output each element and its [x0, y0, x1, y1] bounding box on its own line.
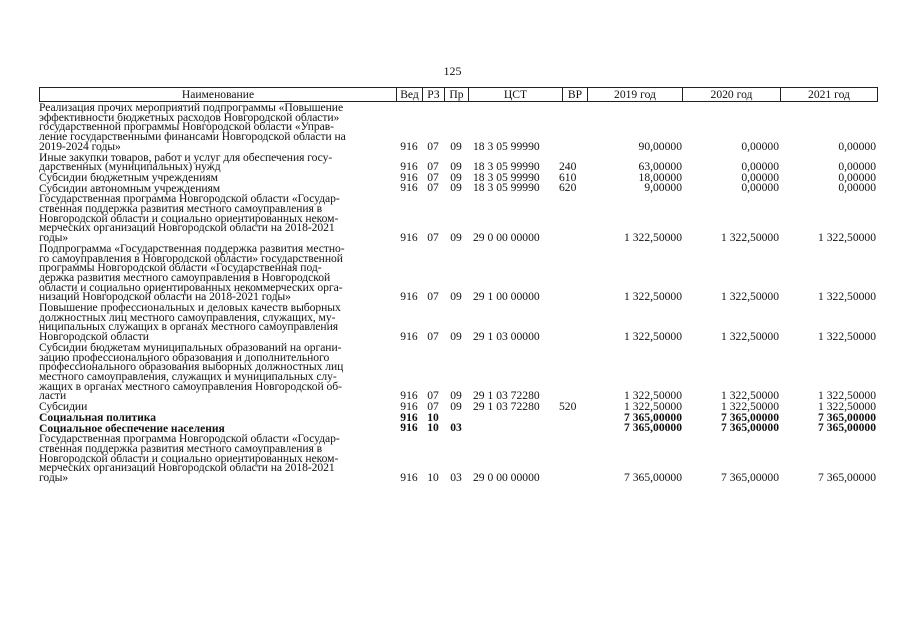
row-rz: 07: [427, 170, 439, 184]
row-ved: 916: [400, 170, 418, 184]
row-2021: 7 365,00000: [818, 410, 876, 424]
row-2021: 1 322,50000: [818, 290, 876, 304]
row-vr: 620: [559, 181, 577, 195]
row-rz: 07: [427, 399, 439, 413]
row-2019: 63,00000: [638, 159, 682, 173]
row-ved: 916: [400, 399, 418, 413]
row-rz: 07: [427, 389, 439, 403]
row-cst: 18 3 05 99990: [473, 159, 540, 173]
row-2021: 1 322,50000: [818, 389, 876, 403]
row-cst: 29 1 00 00000: [473, 290, 540, 304]
row-2020: 0,00000: [741, 170, 779, 184]
table-row: [39, 102, 878, 152]
row-rz: 07: [427, 230, 439, 244]
row-pr: 09: [450, 230, 462, 244]
table-row: [39, 302, 878, 342]
row-rz: 10: [427, 470, 439, 484]
row-2020: 0,00000: [741, 181, 779, 195]
header-2019: 2019 год: [588, 88, 683, 101]
row-2021: 0,00000: [838, 170, 876, 184]
row-rz: 07: [427, 139, 439, 153]
row-2020: 7 365,00000: [721, 410, 779, 424]
row-2019: 7 365,00000: [624, 470, 682, 484]
row-2019: 7 365,00000: [624, 421, 682, 435]
row-2019: 1 322,50000: [624, 329, 682, 343]
table-row: [39, 433, 878, 483]
row-ved: 916: [400, 139, 418, 153]
row-2021: 0,00000: [838, 159, 876, 173]
row-name: Государственная программа Новгородской области «Государ- ственная поддержка развития местного самоуправления в Новгородской области и социально ориентированных неком- мерческих организаций Новгородской области на 2018-2021 годы»: [39, 432, 340, 485]
header-2020: 2020 год: [683, 88, 781, 101]
row-2021: 0,00000: [838, 139, 876, 153]
row-2019: 18,00000: [638, 170, 682, 184]
row-rz: 10: [427, 421, 439, 435]
row-name: Субсидии бюджетным учреждениям: [39, 170, 218, 184]
row-vr: 610: [559, 170, 577, 184]
row-2020: 0,00000: [741, 139, 779, 153]
header-rz: РЗ: [423, 88, 445, 101]
row-cst: 29 0 00 00000: [473, 470, 540, 484]
row-rz: 10: [427, 410, 439, 424]
budget-table: [39, 87, 878, 483]
row-ved: 916: [400, 410, 418, 424]
row-2020: 1 322,50000: [721, 399, 779, 413]
row-name: Социальное обеспечение населения: [39, 421, 225, 435]
row-name: Социальная политика: [39, 410, 156, 424]
row-2021: 7 365,00000: [818, 470, 876, 484]
row-name: Субсидии бюджетам муниципальных образований на органи- зацию профессионального образования и дополнительного профессионального образования выборных должностных лиц местного самоуправления, служащих и муниципальных слу- жащих в органах местного самоуправления Новгородской об- ласти: [39, 340, 344, 403]
row-ved: 916: [400, 230, 418, 244]
header-cst: ЦСТ: [469, 88, 563, 101]
row-pr: 09: [450, 389, 462, 403]
row-2021: 1 322,50000: [818, 399, 876, 413]
row-2019: 9,00000: [644, 181, 682, 195]
row-cst: 29 1 03 72280: [473, 389, 540, 403]
row-2021: 1 322,50000: [818, 230, 876, 244]
row-2020: 7 365,00000: [721, 470, 779, 484]
row-2021: 0,00000: [838, 181, 876, 195]
header-name: Наименование: [40, 88, 397, 101]
row-name: Реализация прочих мероприятий подпрограммы «Повышение эффективности бюджетных расходов Новгородской области» государственной программы Новгородской области «Управ- ление государственными финансами Новгородской области на 2019-2024 годы»: [39, 101, 346, 153]
row-ved: 916: [400, 290, 418, 304]
row-2019: 1 322,50000: [624, 389, 682, 403]
row-2020: 1 322,50000: [721, 290, 779, 304]
table-row: [39, 193, 878, 243]
header-pr: Пр: [445, 88, 469, 101]
row-2020: 1 322,50000: [721, 329, 779, 343]
row-cst: 18 3 05 99990: [473, 170, 540, 184]
row-name: Иные закупки товаров, работ и услуг для обеспечения госу- дарственных (муниципальных) нужд: [39, 150, 333, 174]
row-2020: 7 365,00000: [721, 421, 779, 435]
row-name: Повышение профессиональных и деловых качеств выборных должностных лиц местного самоуправления, служащих, му- ниципальных служащих в органах местного самоуправления Новгородской области: [39, 301, 341, 344]
row-pr: 09: [450, 139, 462, 153]
row-name: Субсидии автономным учреждениям: [39, 181, 221, 195]
row-ved: 916: [400, 470, 418, 484]
row-2019: 90,00000: [638, 139, 682, 153]
row-ved: 916: [400, 421, 418, 435]
row-cst: 18 3 05 99990: [473, 181, 540, 195]
row-cst: 29 0 00 00000: [473, 230, 540, 244]
row-2021: 7 365,00000: [818, 421, 876, 435]
row-ved: 916: [400, 181, 418, 195]
row-rz: 07: [427, 290, 439, 304]
row-name: Государственная программа Новгородской области «Государ- ственная поддержка развития местного самоуправления в Новгородской области и социально ориентированных неком- мерческих организаций Новгородской области на 2018-2021 годы»: [39, 192, 340, 245]
row-pr: 03: [450, 470, 462, 484]
table-header: [39, 87, 878, 102]
row-2019: 7 365,00000: [624, 410, 682, 424]
row-pr: 09: [450, 170, 462, 184]
row-cst: 18 3 05 99990: [473, 139, 540, 153]
row-rz: 07: [427, 329, 439, 343]
row-pr: 09: [450, 159, 462, 173]
row-ved: 916: [400, 159, 418, 173]
row-2020: 0,00000: [741, 159, 779, 173]
row-pr: 09: [450, 329, 462, 343]
header-2021: 2021 год: [808, 88, 850, 101]
row-rz: 07: [427, 159, 439, 173]
row-2019: 1 322,50000: [624, 230, 682, 244]
row-pr: 09: [450, 290, 462, 304]
row-2021: 1 322,50000: [818, 329, 876, 343]
table-body: [39, 102, 878, 483]
row-vr: 520: [559, 399, 577, 413]
row-vr: 240: [559, 159, 577, 173]
table-row: [39, 243, 878, 302]
row-2019: 1 322,50000: [624, 290, 682, 304]
row-cst: 29 1 03 00000: [473, 329, 540, 343]
row-ved: 916: [400, 389, 418, 403]
row-2020: 1 322,50000: [721, 230, 779, 244]
page-number: 125: [443, 64, 462, 78]
row-pr: 09: [450, 181, 462, 195]
table-row: [39, 342, 878, 401]
row-name: Подпрограмма «Государственная поддержка развития местно- го самоуправления в Новгородской области» государственной программы Новгородской области «Государственная под- держка развития местного самоуправления в Новгородской области и социально ориентированных некоммерческих орга- низаций Новгородской области на 2018-2021 годы»: [39, 241, 345, 304]
row-rz: 07: [427, 181, 439, 195]
header-vr: ВР: [563, 88, 588, 101]
row-name: Субсидии: [39, 400, 88, 414]
row-pr: 03: [450, 421, 462, 435]
row-pr: 09: [450, 399, 462, 413]
table-row: [39, 152, 878, 172]
row-cst: 29 1 03 72280: [473, 399, 540, 413]
row-2020: 1 322,50000: [721, 389, 779, 403]
header-ved: Вед: [397, 88, 423, 101]
row-ved: 916: [400, 329, 418, 343]
row-2019: 1 322,50000: [624, 399, 682, 413]
